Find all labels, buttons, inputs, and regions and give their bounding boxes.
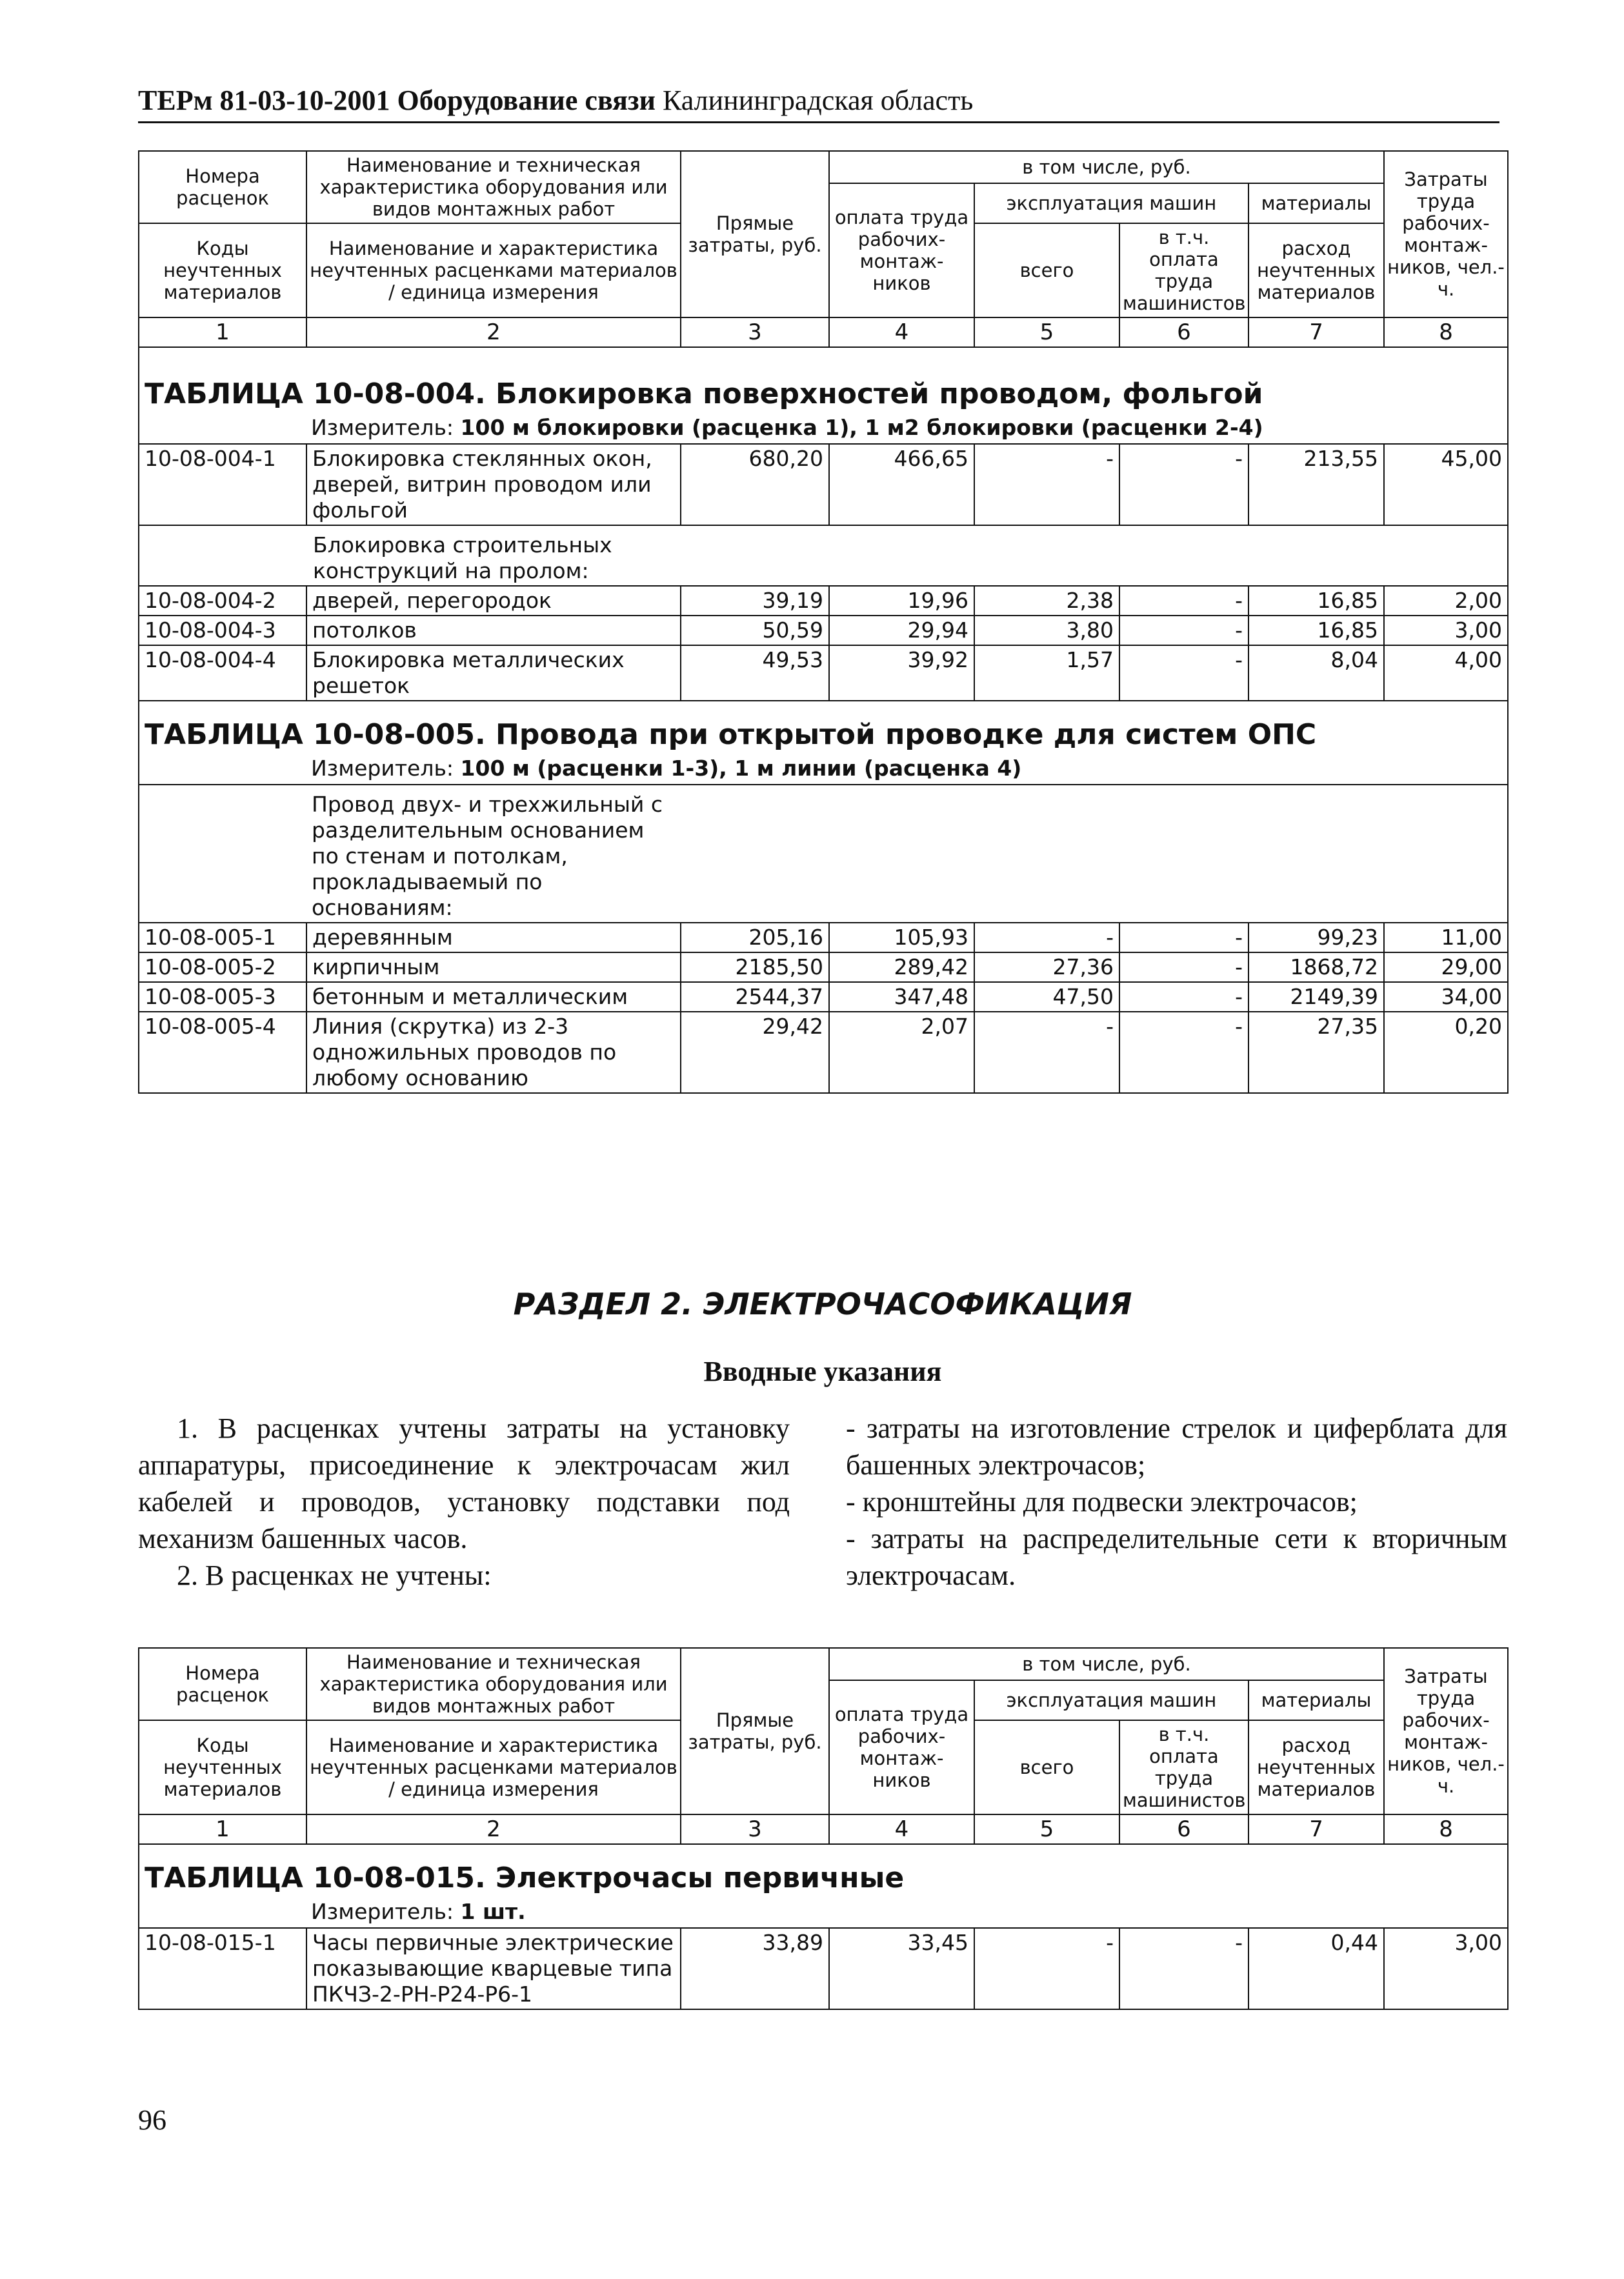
hdr-materials: материалы xyxy=(1248,183,1384,223)
col-num: 7 xyxy=(1248,317,1384,347)
direct-cost: 680,20 xyxy=(681,444,829,525)
doc-region: Калининградская область xyxy=(662,85,974,116)
hdr-materials: материалы xyxy=(1248,1680,1384,1720)
labor-hours: 3,00 xyxy=(1384,616,1508,645)
hdr-incl-machinists: в т.ч. оплата труда машинистов xyxy=(1119,1720,1248,1814)
rate-name: Блокировка металлических решеток xyxy=(306,645,681,701)
hdr-labor-cost: Затраты труда рабочих-монтаж-ников, чел.-ч. xyxy=(1384,151,1508,317)
col-num: 1 xyxy=(139,317,306,347)
rate-code: 10-08-005-1 xyxy=(139,923,306,952)
measure-value: 100 м (расценки 1-3), 1 м линии (расценка 4) xyxy=(460,756,1022,781)
col-num: 2 xyxy=(306,317,681,347)
table-row xyxy=(139,923,1508,952)
labor-hours: 0,20 xyxy=(1384,1012,1508,1093)
rate-name: дверей, перегородок xyxy=(306,586,681,616)
rate-name: Часы первичные электрические показывающие кварцевые типа ПКЧЗ-2-РН-Р24-Р6-1 xyxy=(306,1928,681,2009)
intro-paragraph: 2. В расценках не учтены: xyxy=(177,1560,492,1591)
machinists-pay: - xyxy=(1119,586,1248,616)
table-title: ТАБЛИЦА 10-08-004. Блокировка поверхностей проводом, фольгой xyxy=(145,377,1263,410)
col-num: 6 xyxy=(1119,1814,1248,1844)
intro-right-column xyxy=(846,1410,1507,1594)
intro-paragraph: 1. В расценках учтены затраты на установку аппаратуры, присоединение к электрочасам жил кабелей и проводов, установку подставки под механизм башенных часов. xyxy=(138,1412,790,1554)
rates-table-2 xyxy=(138,1647,1509,2010)
machinists-pay: - xyxy=(1119,923,1248,952)
direct-cost: 39,19 xyxy=(681,586,829,616)
table-row xyxy=(139,1928,1508,2009)
intro-title: Вводные указания xyxy=(703,1356,942,1387)
hdr-including: в том числе, руб. xyxy=(829,1648,1384,1680)
machinists-pay: - xyxy=(1119,616,1248,645)
measure-label: Измеритель: xyxy=(311,756,454,781)
table-caption-004 xyxy=(139,347,1508,444)
table-title: ТАБЛИЦА 10-08-015. Электрочасы первичные xyxy=(145,1862,905,1894)
hdr-name2: Наименование и характеристика неучтенных расценками материалов / единица измерения xyxy=(306,1720,681,1814)
materials: 2149,39 xyxy=(1248,982,1384,1012)
rate-code: 10-08-015-1 xyxy=(139,1928,306,2009)
machines-total: 27,36 xyxy=(974,952,1119,982)
rate-code: 10-08-005-3 xyxy=(139,982,306,1012)
table-caption-005 xyxy=(139,701,1508,785)
direct-cost: 50,59 xyxy=(681,616,829,645)
machines-total: - xyxy=(974,1012,1119,1093)
table-row xyxy=(139,645,1508,701)
machinists-pay: - xyxy=(1119,1012,1248,1093)
labor-pay: 29,94 xyxy=(829,616,974,645)
doc-code: ТЕРм 81-03-10-2001 xyxy=(138,85,390,116)
rate-name: бетонным и металлическим xyxy=(306,982,681,1012)
labor-hours: 2,00 xyxy=(1384,586,1508,616)
direct-cost: 205,16 xyxy=(681,923,829,952)
labor-pay: 289,42 xyxy=(829,952,974,982)
col-num: 3 xyxy=(681,317,829,347)
labor-hours: 34,00 xyxy=(1384,982,1508,1012)
direct-cost: 49,53 xyxy=(681,645,829,701)
hdr-total: всего xyxy=(974,223,1119,317)
rate-name: деревянным xyxy=(306,923,681,952)
hdr-codes: Коды неучтенных материалов xyxy=(139,223,306,317)
rate-code: 10-08-004-3 xyxy=(139,616,306,645)
col-num: 8 xyxy=(1384,1814,1508,1844)
hdr-labor-pay: оплата труда рабочих-монтаж-ников xyxy=(829,1680,974,1814)
direct-cost: 2185,50 xyxy=(681,952,829,982)
rate-name: кирпичным xyxy=(306,952,681,982)
subheader-text: Провод двух- и трехжильный с разделительным основанием по стенам и потолкам, прокладываемый по основаниям: xyxy=(312,792,663,920)
hdr-codes: Коды неучтенных материалов xyxy=(139,1720,306,1814)
materials: 213,55 xyxy=(1248,444,1384,525)
direct-cost: 2544,37 xyxy=(681,982,829,1012)
measure-label: Измеритель: xyxy=(311,1899,454,1924)
labor-pay: 466,65 xyxy=(829,444,974,525)
intro-bullet: - затраты на распределительные сети к вторичным электрочасам. xyxy=(846,1523,1507,1591)
labor-pay: 19,96 xyxy=(829,586,974,616)
labor-pay: 2,07 xyxy=(829,1012,974,1093)
subheader-text: Блокировка строительных конструкций на пролом: xyxy=(313,532,612,583)
labor-pay: 39,92 xyxy=(829,645,974,701)
intro-left-column xyxy=(138,1410,790,1594)
hdr-name2: Наименование и характеристика неучтенных расценками материалов / единица измерения xyxy=(306,223,681,317)
direct-cost: 33,89 xyxy=(681,1928,829,2009)
page-number: 96 xyxy=(138,2104,166,2136)
hdr-unaccounted: расход неучтенных материалов xyxy=(1248,1720,1384,1814)
machines-total: - xyxy=(974,1928,1119,2009)
labor-hours: 3,00 xyxy=(1384,1928,1508,2009)
materials: 8,04 xyxy=(1248,645,1384,701)
materials: 0,44 xyxy=(1248,1928,1384,2009)
col-num: 2 xyxy=(306,1814,681,1844)
materials: 16,85 xyxy=(1248,586,1384,616)
subheader-block-constructions xyxy=(306,525,1508,586)
table-row xyxy=(139,616,1508,645)
labor-hours: 29,00 xyxy=(1384,952,1508,982)
col-num: 1 xyxy=(139,1814,306,1844)
table-title: ТАБЛИЦА 10-08-005. Провода при открытой проводке для систем ОПС xyxy=(145,718,1317,751)
col-num: 5 xyxy=(974,1814,1119,1844)
hdr-labor-pay: оплата труда рабочих-монтаж-ников xyxy=(829,183,974,317)
labor-hours: 45,00 xyxy=(1384,444,1508,525)
col-num: 8 xyxy=(1384,317,1508,347)
hdr-name: Наименование и техническая характеристика оборудования или видов монтажных работ xyxy=(306,1648,681,1720)
rate-code: 10-08-004-2 xyxy=(139,586,306,616)
running-head xyxy=(138,84,1499,123)
rate-name: Линия (скрутка) из 2-3 одножильных проводов по любому основанию xyxy=(306,1012,681,1093)
rates-table-1 xyxy=(138,150,1509,1094)
machinists-pay: - xyxy=(1119,982,1248,1012)
table-row xyxy=(139,586,1508,616)
hdr-rate-numbers: Номера расценок xyxy=(139,1648,306,1720)
table-caption-015 xyxy=(139,1844,1508,1928)
rate-name: потолков xyxy=(306,616,681,645)
labor-pay: 347,48 xyxy=(829,982,974,1012)
machines-total: 47,50 xyxy=(974,982,1119,1012)
col-num: 3 xyxy=(681,1814,829,1844)
hdr-total: всего xyxy=(974,1720,1119,1814)
col-num: 4 xyxy=(829,317,974,347)
machinists-pay: - xyxy=(1119,444,1248,525)
measure-line xyxy=(311,414,1502,442)
col-num: 7 xyxy=(1248,1814,1384,1844)
hdr-labor-cost: Затраты труда рабочих-монтаж-ников, чел.-ч. xyxy=(1384,1648,1508,1814)
hdr-including: в том числе, руб. xyxy=(829,151,1384,183)
materials: 99,23 xyxy=(1248,923,1384,952)
intro-bullet: - затраты на изготовление стрелок и циферблата для башенных электрочасов; xyxy=(846,1412,1507,1481)
measure-line xyxy=(311,754,1502,783)
materials: 16,85 xyxy=(1248,616,1384,645)
col-num: 5 xyxy=(974,317,1119,347)
hdr-machines: эксплуатация машин xyxy=(974,183,1248,223)
col-num: 6 xyxy=(1119,317,1248,347)
labor-hours: 11,00 xyxy=(1384,923,1508,952)
hdr-direct: Прямые затраты, руб. xyxy=(681,1648,829,1814)
machinists-pay: - xyxy=(1119,1928,1248,2009)
rate-code: 10-08-005-2 xyxy=(139,952,306,982)
labor-pay: 105,93 xyxy=(829,923,974,952)
table-row xyxy=(139,952,1508,982)
machines-total: 1,57 xyxy=(974,645,1119,701)
subheader-wire xyxy=(306,785,1508,923)
rate-name: Блокировка стеклянных окон, дверей, витрин проводом или фольгой xyxy=(306,444,681,525)
labor-pay: 33,45 xyxy=(829,1928,974,2009)
machines-total: - xyxy=(974,444,1119,525)
hdr-name: Наименование и техническая характеристика оборудования или видов монтажных работ xyxy=(306,151,681,223)
hdr-incl-machinists: в т.ч. оплата труда машинистов xyxy=(1119,223,1248,317)
measure-value: 100 м блокировки (расценка 1), 1 м2 блокировки (расценки 2-4) xyxy=(460,415,1263,440)
machinists-pay: - xyxy=(1119,645,1248,701)
measure-line xyxy=(311,1898,1502,1926)
hdr-machines: эксплуатация машин xyxy=(974,1680,1248,1720)
materials: 1868,72 xyxy=(1248,952,1384,982)
doc-title: Оборудование связи xyxy=(397,85,656,116)
section-title: РАЗДЕЛ 2. ЭЛЕКТРОЧАСОФИКАЦИЯ xyxy=(513,1287,1132,1321)
rate-code: 10-08-005-4 xyxy=(139,1012,306,1093)
hdr-unaccounted: расход неучтенных материалов xyxy=(1248,223,1384,317)
table-row xyxy=(139,1012,1508,1093)
hdr-direct: Прямые затраты, руб. xyxy=(681,151,829,317)
measure-label: Измеритель: xyxy=(311,415,454,440)
table-row xyxy=(139,444,1508,525)
machines-total: - xyxy=(974,923,1119,952)
rate-code: 10-08-004-4 xyxy=(139,645,306,701)
direct-cost: 29,42 xyxy=(681,1012,829,1093)
rate-code: 10-08-004-1 xyxy=(139,444,306,525)
materials: 27,35 xyxy=(1248,1012,1384,1093)
intro-bullet: - кронштейны для подвески электрочасов; xyxy=(846,1486,1358,1518)
machines-total: 3,80 xyxy=(974,616,1119,645)
machinists-pay: - xyxy=(1119,952,1248,982)
table-row xyxy=(139,982,1508,1012)
measure-value: 1 шт. xyxy=(460,1899,526,1924)
col-num: 4 xyxy=(829,1814,974,1844)
hdr-rate-numbers: Номера расценок xyxy=(139,151,306,223)
labor-hours: 4,00 xyxy=(1384,645,1508,701)
machines-total: 2,38 xyxy=(974,586,1119,616)
